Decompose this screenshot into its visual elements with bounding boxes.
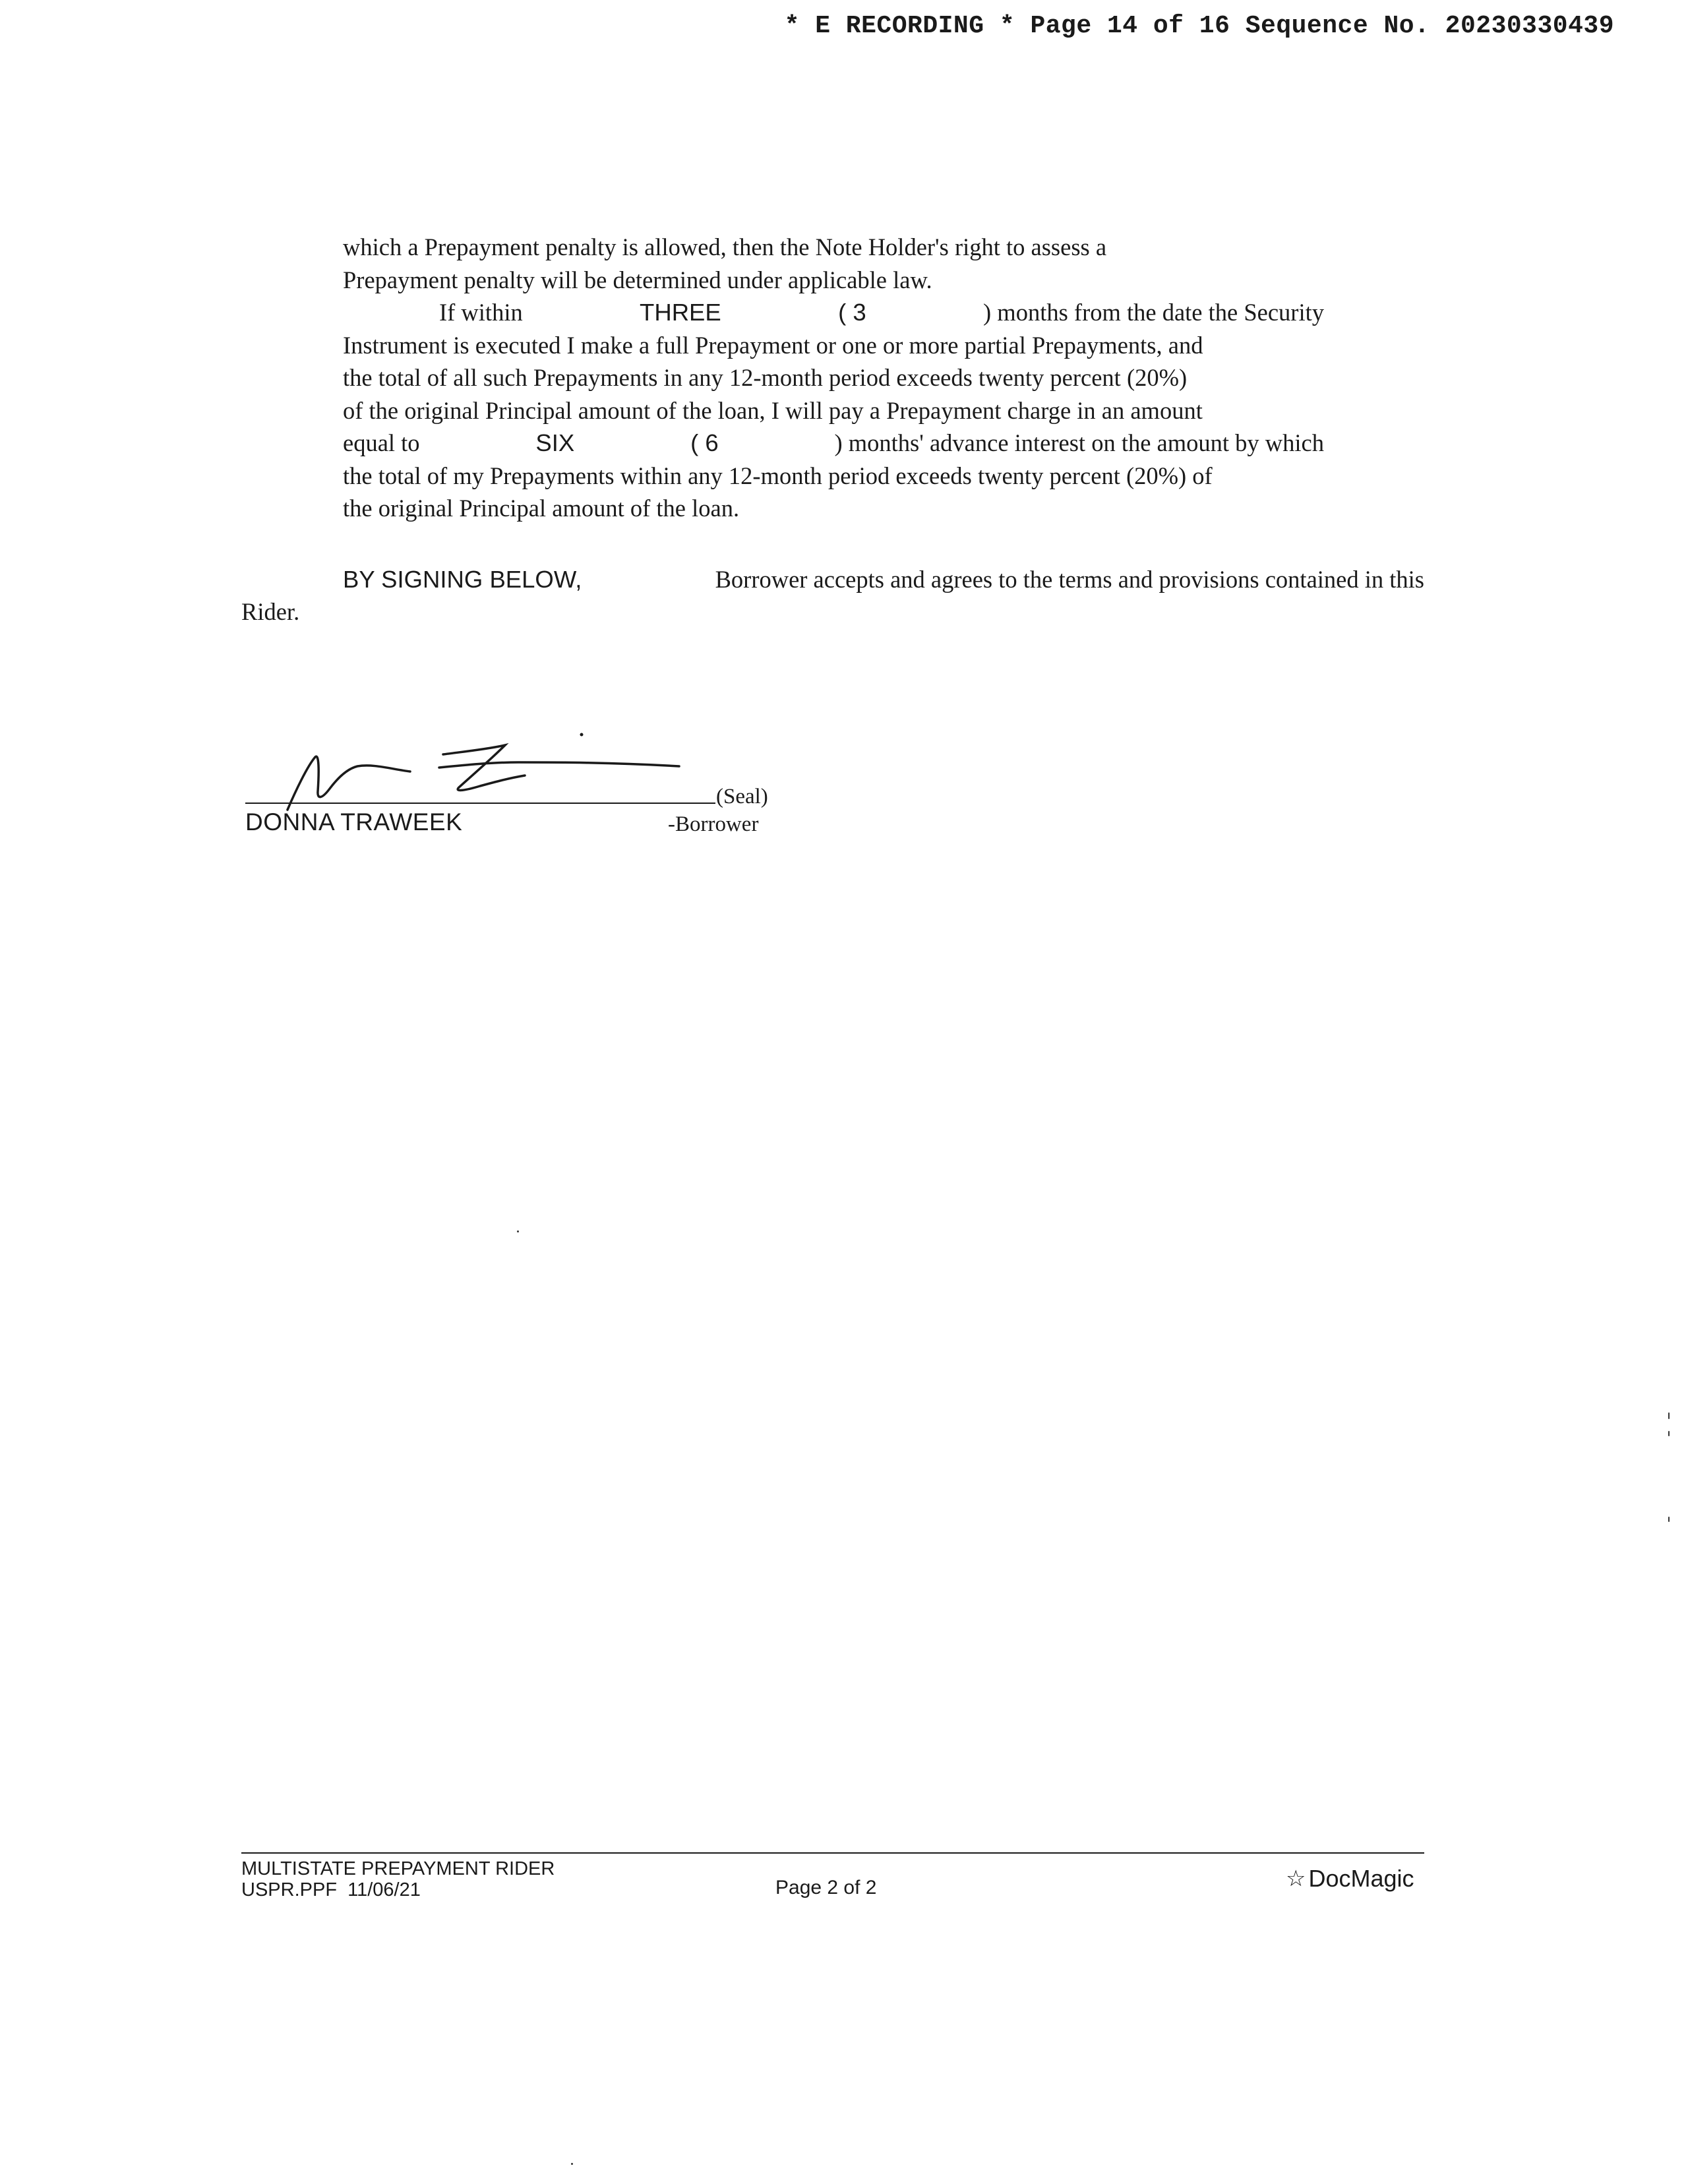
form-identifier — [241, 1858, 555, 1900]
clause-line-7 — [343, 427, 1324, 460]
signing-continuation: Rider. — [241, 598, 300, 625]
clause-line-4-text: Instrument is executed I make a full Prepayment or one or more partial Prepayments, and — [343, 331, 1203, 359]
clause-line-8 — [343, 460, 1324, 493]
signature-line — [245, 803, 715, 804]
clause-months-lead: equal to — [343, 429, 420, 456]
clause-line-5 — [343, 361, 1324, 394]
scan-speck — [1668, 1431, 1670, 1436]
scan-speck — [571, 2163, 573, 2165]
star-icon: ☆ — [1286, 1866, 1306, 1891]
handwritten-signature — [241, 725, 716, 818]
clause-line-4 — [343, 329, 1324, 362]
clause-months-words: SIX — [535, 429, 575, 456]
clause-line-9-text: the original Principal amount of the loan. — [343, 495, 740, 522]
clause-term-digits: ( 3 — [838, 299, 866, 326]
clause-line-2-text: Prepayment penalty will be determined under applicable law. — [343, 266, 932, 293]
clause-line-1 — [343, 231, 1324, 264]
signing-statement — [343, 563, 1424, 596]
clause-line-1-text: which a Prepayment penalty is allowed, then the Note Holder's right to assess a — [343, 233, 1107, 260]
clause-term-lead: If within — [439, 299, 523, 326]
clause-term-words: THREE — [640, 299, 721, 326]
clause-line-2 — [343, 264, 1324, 297]
clause-months-digits: ( 6 — [690, 429, 719, 456]
docmagic-logo — [1286, 1865, 1414, 1893]
form-name: MULTISTATE PREPAYMENT RIDER — [241, 1858, 555, 1879]
scan-speck — [1668, 1517, 1670, 1522]
signature-block — [241, 725, 808, 844]
signing-text: Borrower accepts and agrees to the terms and provisions contained in this — [715, 566, 1424, 593]
scan-speck — [1668, 1412, 1670, 1419]
clause-line-8-text: the total of my Prepayments within any 12-month period exceeds twenty percent (20%) of — [343, 462, 1213, 489]
recording-header: * E RECORDING * Page 14 of 16 Sequence No. 20230330439 — [784, 12, 1614, 40]
borrower-name: DONNA TRAWEEK — [245, 808, 463, 835]
borrower-role: -Borrower — [668, 812, 759, 836]
clause-line-9 — [343, 492, 1324, 525]
page-label: Page 2 of 2 — [775, 1877, 877, 1898]
signing-lead: BY SIGNING BELOW, — [343, 566, 582, 593]
seal-label: (Seal) — [716, 785, 768, 808]
docmagic-brand: DocMagic — [1308, 1865, 1414, 1892]
prepayment-clause — [343, 231, 1324, 525]
clause-line-3 — [343, 296, 1324, 329]
clause-line-6 — [343, 394, 1324, 427]
clause-months-tail: ) months' advance interest on the amount by which — [834, 429, 1324, 456]
form-code: USPR.PPF 11/06/21 — [241, 1879, 421, 1900]
clause-term-tail: ) months from the date the Security — [983, 299, 1324, 326]
scan-speck — [517, 1230, 519, 1232]
clause-line-6-text: of the original Principal amount of the loan, I will pay a Prepayment charge in an amount — [343, 396, 1203, 424]
clause-line-5-text: the total of all such Prepayments in any 12-month period exceeds twenty percent (20%) — [343, 364, 1188, 391]
footer-rule — [241, 1852, 1424, 1854]
